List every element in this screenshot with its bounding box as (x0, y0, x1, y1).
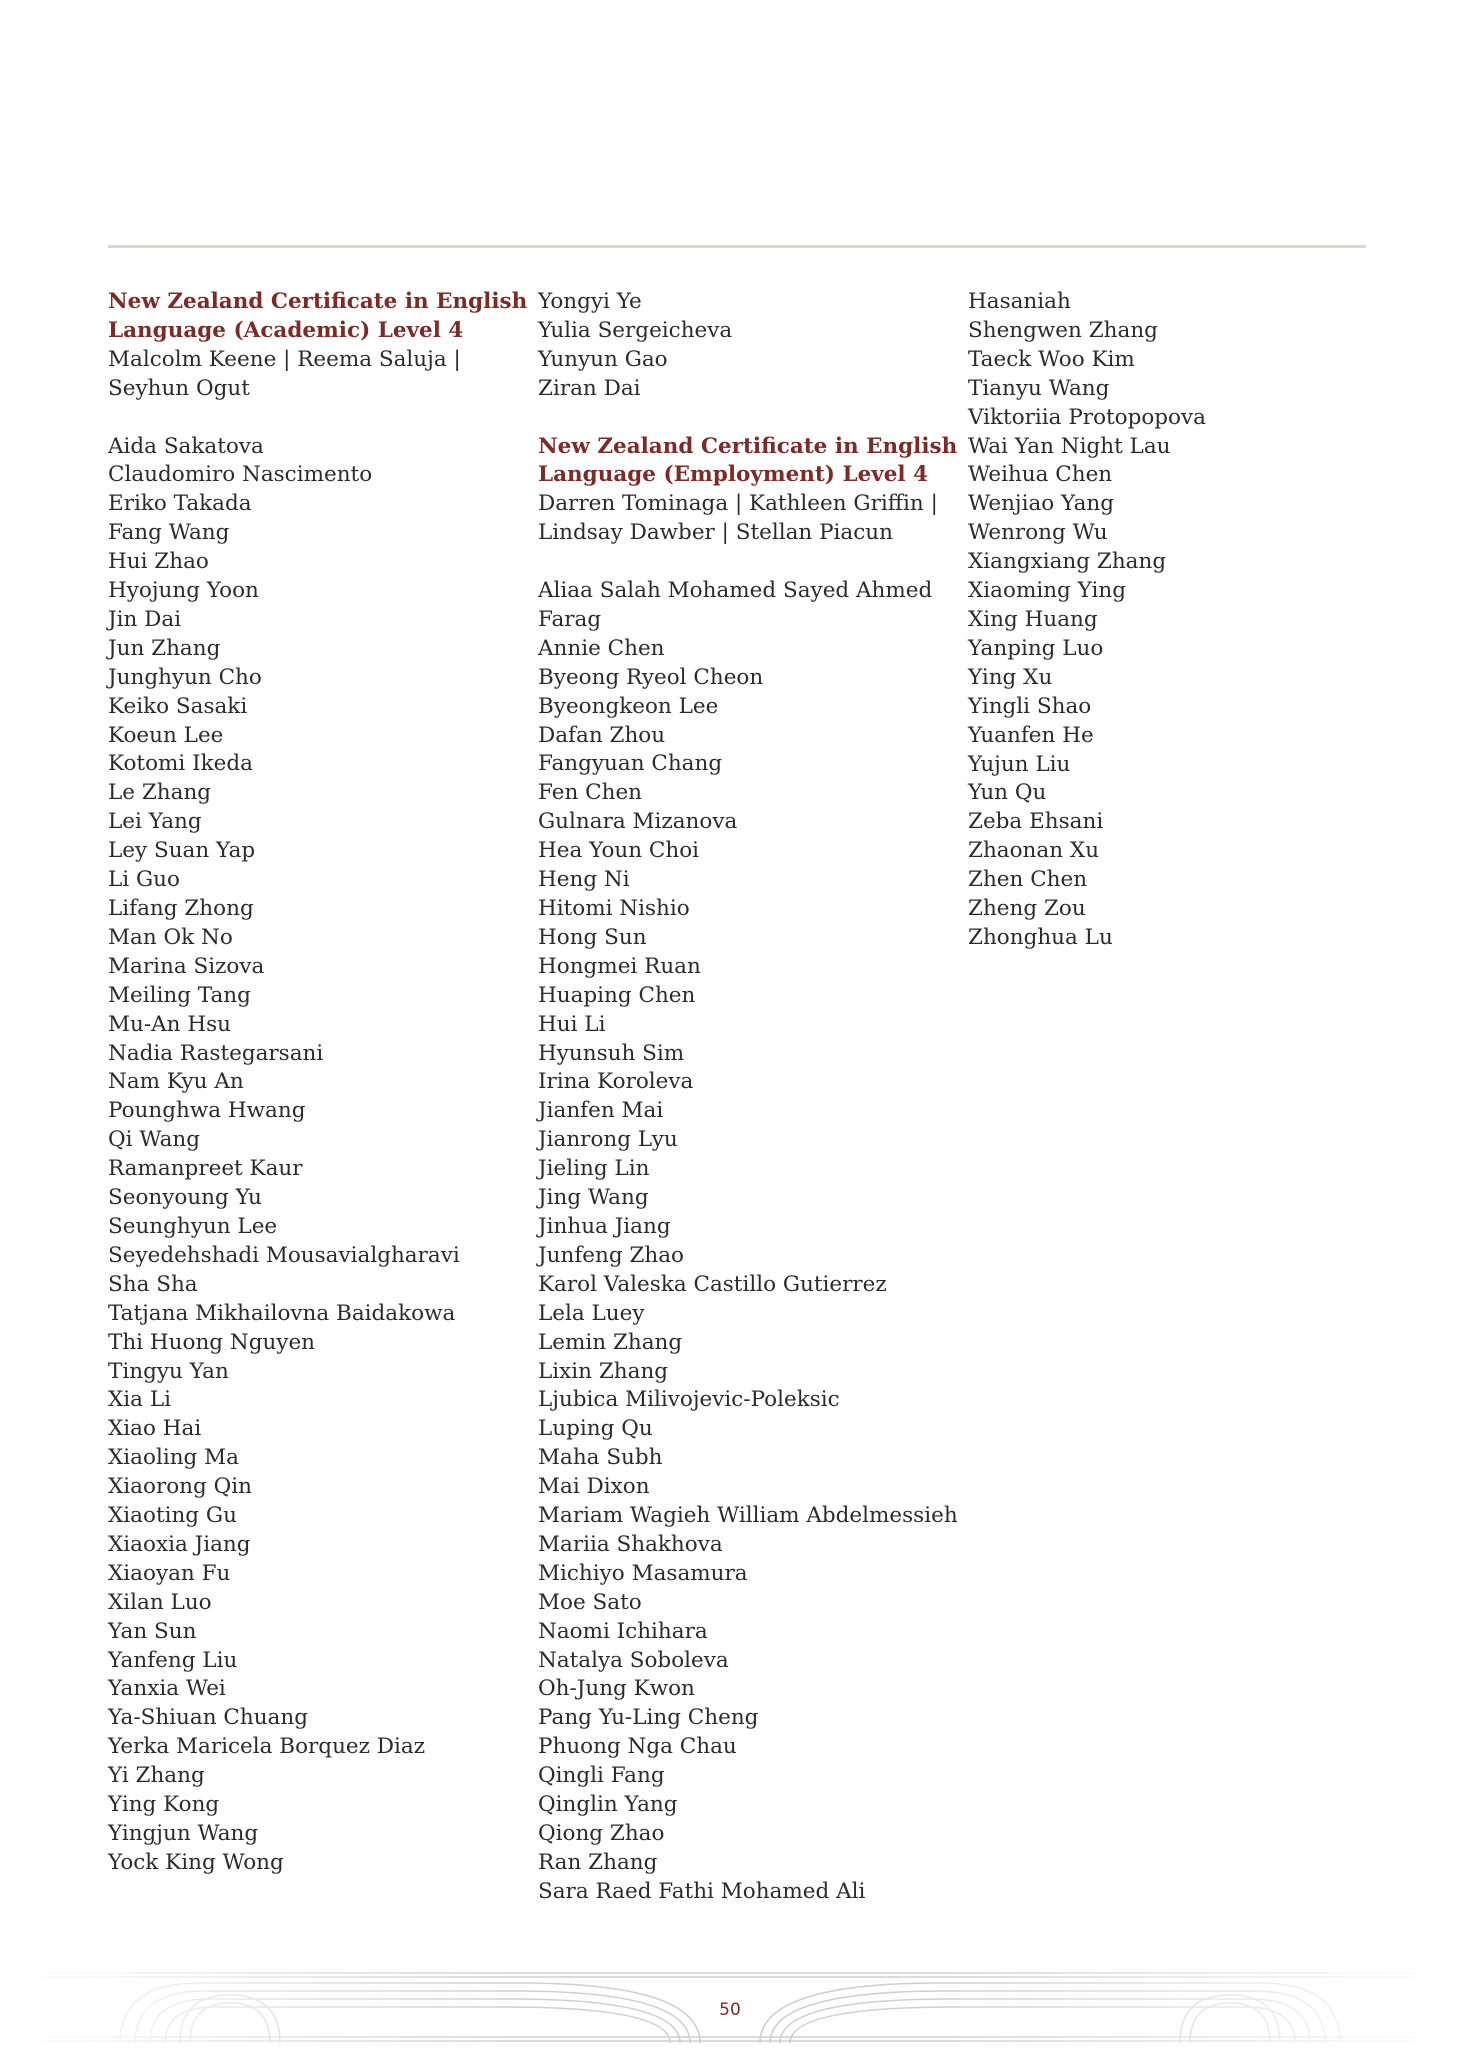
name-list-item: Phuong Nga Chau (538, 1734, 737, 1760)
name-list-item: Mai Dixon (538, 1474, 650, 1500)
spacer (108, 404, 528, 433)
name-list-item: Tatjana Mikhailovna Baidakowa (108, 1300, 456, 1326)
name-list-item: Weihua Chen (968, 462, 1113, 488)
name-list-item: Natalya Soboleva (538, 1647, 729, 1673)
name-list-item: Moe Sato (538, 1589, 642, 1615)
name-list-item: Michiyo Masamura (538, 1560, 748, 1586)
name-list-item: Aida Sakatova (108, 433, 264, 459)
name-list-item: Xiaoting Gu (108, 1503, 237, 1529)
name-list-item: Viktoriia Protopopova (968, 404, 1206, 430)
name-list-item: Fen Chen (538, 780, 643, 806)
name-list-item: Farag (538, 606, 602, 632)
name-list-item: Ying Xu (968, 664, 1053, 690)
name-list-item: Wai Yan Night Lau (968, 433, 1171, 459)
name-list-item: Ljubica Milivojevic-Poleksic (538, 1387, 840, 1413)
name-list-item: Zheng Zou (968, 896, 1086, 922)
column-3 (968, 288, 1368, 953)
name-list-item: Yingli Shao (968, 693, 1092, 719)
name-list-item: Pounghwa Hwang (108, 1098, 306, 1124)
name-list-item: Annie Chen (538, 635, 665, 661)
name-list-item: Qiong Zhao (538, 1821, 665, 1846)
name-list-item: Luping Qu (538, 1416, 653, 1442)
name-list-item: Lei Yang (108, 809, 202, 835)
name-list-item: Xiaorong Qin (108, 1474, 252, 1500)
name-list-item: Junfeng Zhao (538, 1242, 684, 1268)
name-list-item: Aliaa Salah Mohamed Sayed Ahmed (538, 578, 933, 604)
name-list-item: Yunyun Gao (538, 346, 668, 372)
name-list-item: Ramanpreet Kaur (108, 1156, 303, 1182)
section-heading-employment: New Zealand Certificate in English Language (Employment) Level 4 (538, 433, 958, 488)
name-list-item: Yanfeng Liu (108, 1647, 238, 1673)
name-list-item: Zhonghua Lu (968, 924, 1113, 950)
name-list-item: Jianfen Mai (538, 1098, 664, 1124)
name-list-item: Koeun Lee (108, 722, 224, 748)
name-list-item: Qingli Fang (538, 1763, 665, 1789)
name-list-item: Mariia Shakhova (538, 1531, 723, 1557)
name-list-item: Yingjun Wang (108, 1821, 259, 1847)
name-list-item: Hong Sun (538, 924, 647, 950)
spacer (538, 548, 958, 577)
name-list-item: Pang Yu-Ling Cheng (538, 1705, 759, 1731)
name-list-item: Hitomi Nishio (538, 896, 690, 921)
name-list-item: Fangyuan Chang (538, 751, 723, 777)
name-list-item: Naomi Ichihara (538, 1618, 708, 1644)
name-list-item: Byeongkeon Lee (538, 693, 719, 719)
name-list-item: Sha Sha (108, 1271, 198, 1297)
name-list-item: Xilan Luo (108, 1589, 212, 1615)
name-list-item: Jinhua Jiang (538, 1213, 671, 1239)
section-staff-employment: Darren Tominaga | Kathleen Griffin | Lindsay Dawber | Stellan Piacun (538, 491, 938, 546)
name-list-item: Yi Zhang (108, 1763, 205, 1789)
name-list-item: Mariam Wagieh William Abdelmessieh (538, 1503, 958, 1529)
name-list-item: Shengwen Zhang (968, 317, 1158, 343)
name-list-item: Xia Li (108, 1387, 171, 1413)
name-list-item: Yuanfen He (968, 722, 1094, 748)
name-list-item: Jun Zhang (108, 635, 221, 661)
name-list-item: Zhen Chen (968, 867, 1088, 893)
name-list-item: Xiaoyan Fu (108, 1560, 231, 1586)
name-list-item: Xiaoling Ma (108, 1445, 239, 1471)
name-list-item: Marina Sizova (108, 953, 265, 979)
name-list-item: Thi Huong Nguyen (108, 1329, 316, 1355)
column-2 (538, 288, 958, 1907)
name-list-item: Zeba Ehsani (968, 809, 1104, 835)
name-list-item: Junghyun Cho (108, 664, 262, 690)
name-list-item: Tianyu Wang (968, 375, 1110, 401)
name-list-item: Li Guo (108, 867, 180, 893)
name-list-item: Lifang Zhong (108, 896, 254, 922)
name-list-item: Xiaoxia Jiang (108, 1531, 251, 1557)
name-list-item: Hea Youn Choi (538, 838, 700, 864)
name-list-item: Lela Luey (538, 1300, 645, 1326)
name-list-item: Maha Subh (538, 1445, 663, 1471)
name-list-academic (108, 433, 528, 1878)
name-list-item: Lemin Zhang (538, 1329, 683, 1355)
name-list-item: Jianrong Lyu (538, 1127, 678, 1153)
page-number: 50 (719, 2000, 741, 2020)
name-list-item: Yanping Luo (968, 635, 1104, 661)
spacer (538, 404, 958, 433)
name-list-item: Sara Raed Fathi Mohamed Ali (538, 1878, 866, 1904)
name-list-item: Fang Wang (108, 520, 230, 546)
name-list-item: Xiangxiang Zhang (968, 549, 1167, 575)
name-list-item: Huaping Chen (538, 982, 696, 1008)
name-list-item: Mu-An Hsu (108, 1011, 231, 1037)
name-list-item: Ziran Dai (538, 375, 641, 401)
name-list-item: Qi Wang (108, 1127, 200, 1153)
name-list-item: Seonyoung Yu (108, 1185, 262, 1211)
name-list-item: Claudomiro Nascimento (108, 462, 373, 488)
name-list-item: Qinglin Yang (538, 1792, 678, 1818)
name-list-item: Yujun Liu (968, 751, 1071, 777)
name-list-item: Karol Valeska Castillo Gutierrez (538, 1271, 887, 1297)
name-list-employment-continued (968, 288, 1368, 953)
name-list-item: Xing Huang (968, 606, 1098, 632)
name-list-item: Hui Li (538, 1011, 606, 1037)
name-list-item: Oh-Jung Kwon (538, 1676, 695, 1702)
name-list-item: Taeck Woo Kim (968, 346, 1135, 372)
name-list-item: Nadia Rastegarsani (108, 1040, 324, 1066)
name-list-item: Hui Zhao (108, 549, 209, 575)
name-list-item: Jieling Lin (538, 1156, 650, 1182)
name-list-item: Gulnara Mizanova (538, 809, 738, 835)
name-list-item: Jin Dai (108, 606, 182, 632)
name-list-item: Man Ok No (108, 924, 233, 950)
name-list-item: Heng Ni (538, 867, 630, 893)
name-list-item: Byeong Ryeol Cheon (538, 664, 764, 690)
name-list-item: Yulia Sergeicheva (538, 317, 733, 343)
name-list-item: Yerka Maricela Borquez Diaz (108, 1734, 426, 1760)
name-list-item: Wenjiao Yang (968, 491, 1115, 517)
name-list-item: Ley Suan Yap (108, 838, 256, 864)
name-list-item: Meiling Tang (108, 982, 251, 1008)
name-list-item: Tingyu Yan (108, 1358, 229, 1384)
name-list-item: Hyunsuh Sim (538, 1040, 685, 1066)
name-list-item: Ying Kong (108, 1792, 220, 1818)
name-list-item: Yun Qu (968, 780, 1047, 806)
name-list-item: Le Zhang (108, 780, 212, 806)
top-divider (108, 245, 1366, 248)
name-list-item: Hasaniah (968, 289, 1071, 314)
name-list-item: Irina Koroleva (538, 1069, 694, 1095)
name-list-item: Yock King Wong (108, 1849, 284, 1875)
name-list-item: Kotomi Ikeda (108, 751, 253, 777)
name-list-item: Keiko Sasaki (108, 693, 248, 719)
name-list-academic-continued (538, 288, 958, 404)
name-list-item: Ya-Shiuan Chuang (108, 1705, 308, 1731)
name-list-item: Seyedehshadi Mousavialgharavi (108, 1242, 460, 1268)
name-list-item: Ran Zhang (538, 1849, 658, 1875)
name-list-item: Xiao Hai (108, 1416, 202, 1442)
name-list-item: Eriko Takada (108, 491, 252, 517)
section-staff-academic: Malcolm Keene | Reema Saluja | Seyhun Ogut (108, 346, 461, 401)
name-list-item: Yongyi Ye (538, 289, 642, 314)
name-list-employment (538, 577, 958, 1907)
name-list-item: Dafan Zhou (538, 722, 666, 748)
name-list-item: Hyojung Yoon (108, 578, 259, 604)
name-list-item: Zhaonan Xu (968, 838, 1100, 864)
name-list-item: Xiaoming Ying (968, 578, 1126, 604)
name-list-item: Jing Wang (538, 1185, 649, 1211)
column-1 (108, 288, 528, 1878)
name-list-item: Seunghyun Lee (108, 1213, 278, 1239)
name-list-item: Yanxia Wei (108, 1676, 226, 1702)
name-list-item: Hongmei Ruan (538, 953, 701, 979)
name-list-item: Wenrong Wu (968, 520, 1108, 546)
name-list-item: Yan Sun (108, 1618, 197, 1644)
name-list-item: Nam Kyu An (108, 1069, 244, 1095)
section-heading-academic: New Zealand Certificate in English Language (Academic) Level 4 (108, 289, 528, 343)
name-list-item: Lixin Zhang (538, 1358, 669, 1384)
